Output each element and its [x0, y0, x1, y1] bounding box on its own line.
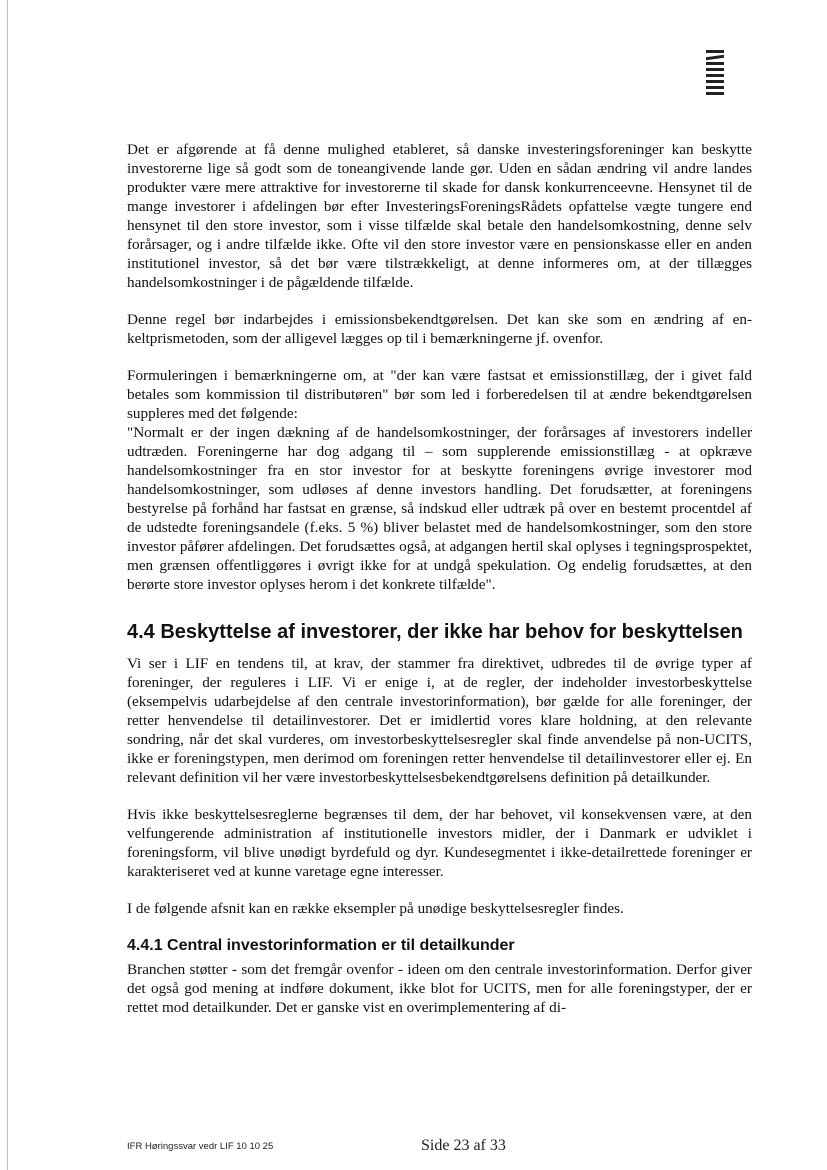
- subsection-heading: 4.4.1 Central investorinformation er til detailkunder: [127, 937, 515, 954]
- page-number: Side 23 af 33: [421, 1137, 506, 1154]
- paragraph: Branchen støtter - som det fremgår ovenfor - ideen om den centrale investorinformation. Derfor giver det også god mening at indføre dokument, ikke blot for UCITS, men for alle foreningstyper, der er rettet mod detailkunder. Det er ganske vist en overimplementering af di-: [127, 961, 752, 1016]
- paragraph: Vi ser i LIF en tendens til, at krav, der stammer fra direktivet, udbredes til de øvrige typer af foreninger, der reguleres i LIF. Vi er enige i, at de regler, der indeholder investorbeskyttelse (eksempelvis udarbejdelse af den centrale investorinformation), bør gælde for alle foreninger, der retter henvendelse til detailinvestorer. Det er imidlertid vores klare holdning, at den relevante sondring, når det skal vurderes, om investorbeskyttelsesregler skal finde anvendelse på non-UCITS, ikke er foreningstypen, men derimod om foreningen retter henvendelse til detailinvestorer eller ej. En relevant definition vil her være investorbeskyttelsesbekendtgørelsens definition på detailkunder.: [127, 655, 752, 786]
- paragraph: Formuleringen i bemærkningerne om, at "der kan være fastsat et emissionstillæg, der i givet fald betales som kommission til distributøren" bør som led i forberedelsen til at ændre bekendtgørelsen suppleres med det følgende:: [127, 367, 752, 422]
- document-body: [127, 140, 752, 1035]
- quoted-paragraph: "Normalt er der ingen dækning af de handelsomkostninger, der forårsages af investorers indeller udtræden. Foreningerne har dog adgang til – som supplerende emissionstillæg - at opkræve handelsomkostninger fra en stor investor for at beskytte foreningens øvrige investorer mod handelsomkostninger, som udløses af denne investors handling. Det forudsætter, at foreningens bestyrelse på forhånd har fastsat en grænse, så indskud eller udtræk på over en bestemt procentdel af de udstedte foreningsandele (f.eks. 5 %) bliver belastet med de handelsomkostninger, som den store investor påfører afdelingen. Det forudsættes også, at adgangen hertil skal oplyses i tegningsprospektet, men grænsen offentliggøres i øvrigt ikke for at undgå spekulation. Og endelig forudsættes, at den berørte store investor oplyses herom i det konkrete tilfælde".: [127, 424, 752, 593]
- striped-logo-icon: [706, 50, 724, 108]
- paragraph: I de følgende afsnit kan en række eksempler på unødige beskyttelsesregler findes.: [127, 900, 624, 917]
- paragraph: Denne regel bør indarbejdes i emissionsbekendtgørelsen. Det kan ske som en ændring af enkeltprismetoden, som der alligevel lægges op til i bemærkningerne jf. ovenfor.: [127, 311, 752, 347]
- footer-document-id: IFR Høringssvar vedr LIF 10 10 25: [127, 1141, 274, 1152]
- paragraph: Det er afgørende at få denne mulighed etableret, så danske investeringsforeninger kan beskytte investorerne lige så godt som de toneangivende lande gør. Uden en sådan ændring vil andre landes produkter være mere attraktive for investorerne til skade for dansk konkurrenceevne. Hensynet til de mange investorer i afdelingen bør efter InvesteringsForeningsRådets opfattelse vægte tungere end hensynet til den store investor, som i visse tilfælde skal betale den handelsomkostning, denne selv forårsager, og i andre tilfælde ikke. Ofte vil den store investor være en pensionskasse eller en anden institutionel investor, så det bør være tilstrækkeligt, at denne informeres om, at der tillægges handelsomkostninger i de pågældende tilfælde.: [127, 141, 752, 291]
- section-heading: 4.4 Beskyttelse af investorer, der ikke har behov for beskyttelsen: [127, 621, 743, 643]
- paragraph: Hvis ikke beskyttelsesreglerne begrænses til dem, der har behovet, vil konsekvensen være, at den velfungerende administration af institutionelle investors midler, der i Danmark er udviklet i foreningsform, vil blive unødigt byrdefuld og dyr. Kundesegmentet i ikke-detailrettede foreninger er karakteriseret ved at kunne varetage egne interesser.: [127, 806, 752, 880]
- page-margin-line: [7, 0, 8, 1170]
